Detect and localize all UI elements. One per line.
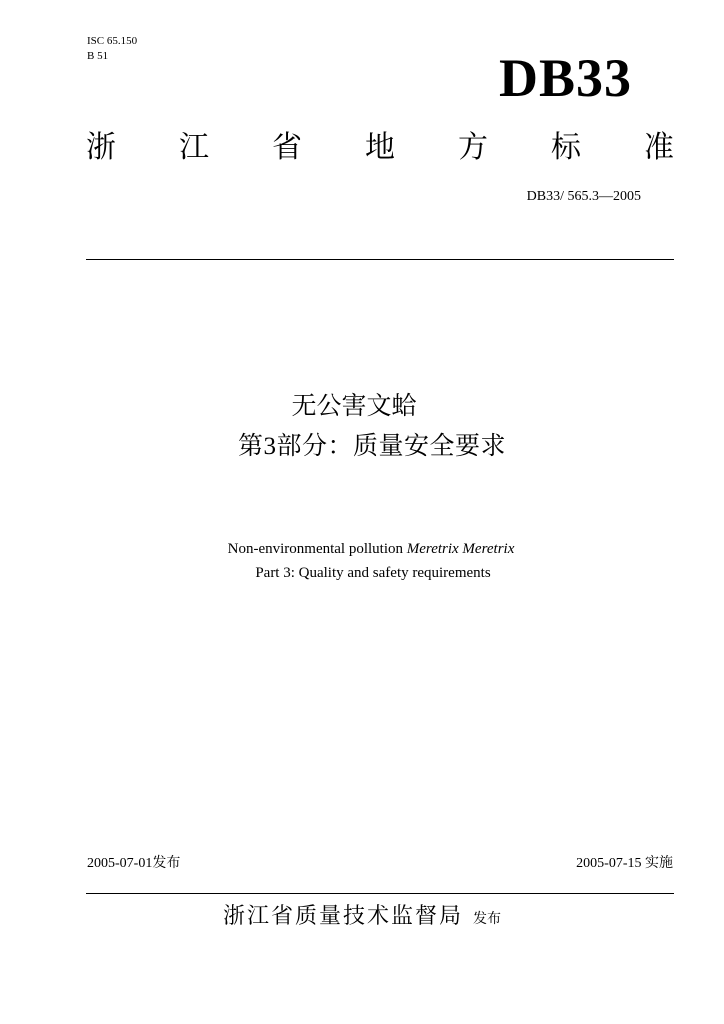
- implementation-date-label: 实施: [645, 855, 673, 871]
- issue-date: [87, 853, 180, 874]
- ccs-code: B 51: [87, 50, 109, 62]
- title-en-line2: Part 3: Quality and safety requirements: [255, 565, 491, 581]
- standard-type-char: 省: [272, 130, 302, 165]
- publisher-line: [0, 899, 724, 937]
- top-divider: [86, 259, 674, 260]
- publisher-suffix: 发布: [473, 911, 501, 927]
- title-cn-line1: 无公害文蛤: [291, 391, 417, 420]
- standard-type-char: 浙: [86, 130, 116, 165]
- standard-type-char: 准: [644, 130, 674, 165]
- title-en-plain: Non-environmental pollution: [227, 541, 407, 557]
- title-en-species: Meretrix Meretrix: [406, 541, 515, 557]
- title-en-line1: [9, 537, 724, 561]
- title-cn-line2: [10, 428, 724, 465]
- title-cn-part-number: 3: [263, 433, 277, 460]
- standard-type-char: 江: [179, 130, 209, 165]
- title-cn-part-suffix: 部分：质量安全要求: [276, 431, 507, 460]
- standard-type-char: 方: [458, 130, 488, 165]
- standard-type-char: 标: [551, 130, 581, 165]
- standard-type-title: [86, 128, 674, 168]
- publisher-name: 浙江省质量技术监督局: [222, 904, 463, 929]
- issue-date-label: 发布: [152, 855, 181, 871]
- standard-logo-db33: DB33: [498, 48, 632, 108]
- bottom-divider: [86, 893, 674, 894]
- issue-date-value: 2005-07-01: [87, 856, 153, 871]
- implementation-date: [576, 853, 673, 874]
- implementation-date-value: 2005-07-15: [576, 856, 642, 871]
- title-cn-part-prefix: 第: [237, 431, 264, 460]
- standard-type-char: 地: [365, 130, 395, 165]
- ics-code: ISC 65.150: [87, 35, 138, 47]
- standard-number: DB33/ 565.3—2005: [526, 189, 641, 204]
- classification-codes: [87, 34, 137, 64]
